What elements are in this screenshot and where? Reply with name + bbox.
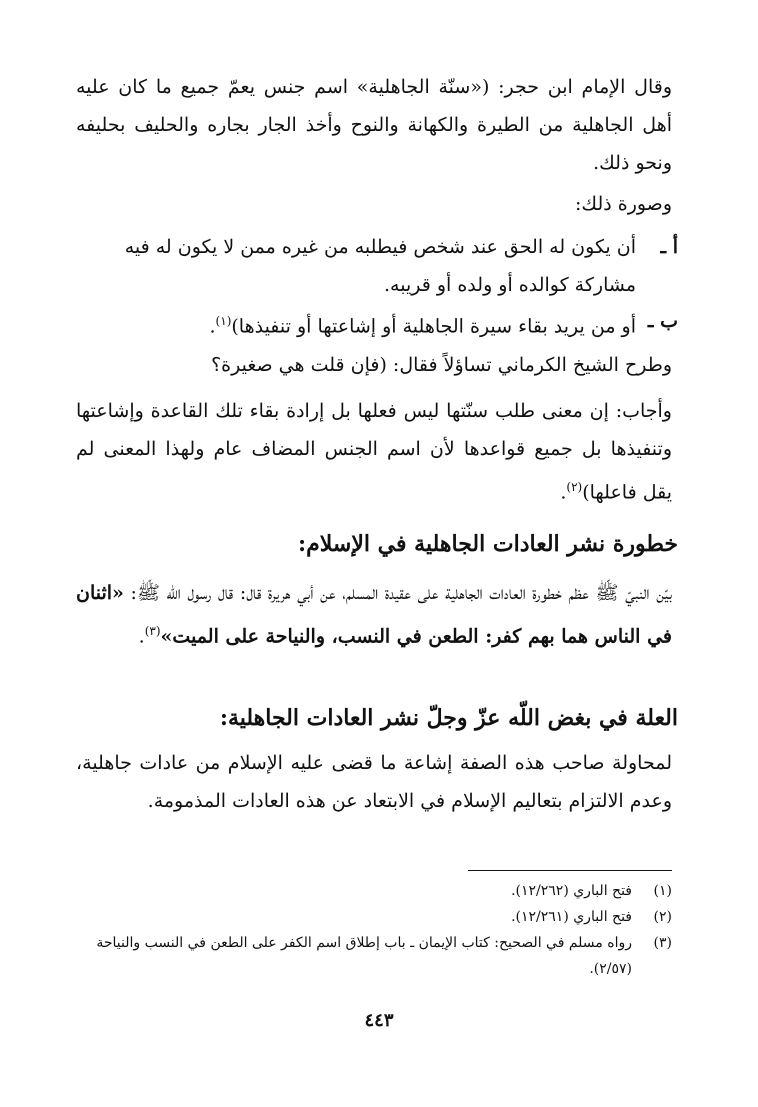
paragraph-kirmani-answer xyxy=(76,392,672,511)
paragraph-hadith-body: بيّن النبيّ ﷺ عظم خطورة العادات الجاهلية على عقيدة المسلم، عن أبي هريرة قال: قال رسول الله ﷺ: xyxy=(123,582,672,604)
footnote-number: (٣) xyxy=(653,935,672,951)
footnote-ref-3: (٣) xyxy=(144,624,161,638)
list-item-a xyxy=(76,228,678,304)
hadith-quote: «اثنان في الناس هما بهم كفر: الطعن في النسب، والنياحة على الميت» xyxy=(76,582,672,648)
footnote-text: رواه مسلم في الصحيح: كتاب الإيمان ـ باب إطلاق اسم الكفر على الطعن في النسب والنياحة (٢/٥٧). xyxy=(96,935,632,977)
footnote-ref-1: (١) xyxy=(215,314,232,328)
paragraph-kirmani-question: وطرح الشيخ الكرماني تساؤلاً فقال: (فإن قلت هي صغيرة؟ xyxy=(211,354,672,376)
footnote-number: (٢) xyxy=(653,909,672,925)
footnote-item xyxy=(76,878,672,904)
footnote-ref-2: (٢) xyxy=(566,480,583,494)
footnote-item xyxy=(76,930,672,982)
footnote-text: فتح الباري (١٢/٢٦١). xyxy=(511,909,632,925)
paragraph-form-of-it: وصورة ذلك: xyxy=(575,193,672,215)
paragraph-kirmani-answer-end: . xyxy=(560,481,567,504)
page-number: ٤٤٣ xyxy=(364,1010,394,1031)
footnotes xyxy=(76,878,672,982)
list-item-b xyxy=(76,302,678,345)
list-item-b-end: . xyxy=(209,315,216,338)
paragraph-hadith xyxy=(76,574,672,655)
footnote-number: (١) xyxy=(653,883,672,899)
list-item-b-text xyxy=(76,302,636,345)
section-heading-reason: العلة في بغض اللّه عزّ وجلّ نشر العادات الجاهلية: xyxy=(219,705,678,731)
paragraph-kirmani-answer-body: وأجاب: إن معنى طلب سنّتها ليس فعلها بل إرادة بقاء تلك القاعدة وإشاعتها وتنفيذها بل جميع قواعدها لأن اسم الجنس المضاف عام ولهذا المعنى لم يقل فاعلها) xyxy=(76,400,672,504)
section-heading-danger: خطورة نشر العادات الجاهلية في الإسلام: xyxy=(298,531,678,557)
paragraph-reason: لمحاولة صاحب هذه الصفة إشاعة ما قضى عليه الإسلام من عادات جاهلية، وعدم الالتزام بتعاليم الإسلام في الابتعاد عن هذه العادات المذمومة. xyxy=(76,752,672,812)
footnote-divider xyxy=(468,870,672,871)
list-item-b-body: أو من يريد بقاء سيرة الجاهلية أو إشاعتها أو تنفيذها) xyxy=(231,315,636,338)
list-marker-a: أ ـ xyxy=(660,236,678,258)
footnote-item xyxy=(76,904,672,930)
list-marker-b: ب ـ xyxy=(647,310,678,332)
list-item-a-text: أن يكون له الحق عند شخص فيطلبه من غيره ممن لا يكون له فيه مشاركة كوالده أو ولده أو قريبه. xyxy=(124,236,636,296)
footnote-text: فتح الباري (١٢/٢٦٢). xyxy=(511,883,632,899)
paragraph-ibn-hajar: وقال الإمام ابن حجر: («سنّة الجاهلية» اسم جنس يعمّ جميع ما كان عليه أهل الجاهلية من الطيرة والكهانة والنوح وأخذ الجار بجاره والحليف بحليفه ونحو ذلك. xyxy=(76,76,672,174)
paragraph-hadith-end: . xyxy=(138,625,145,648)
